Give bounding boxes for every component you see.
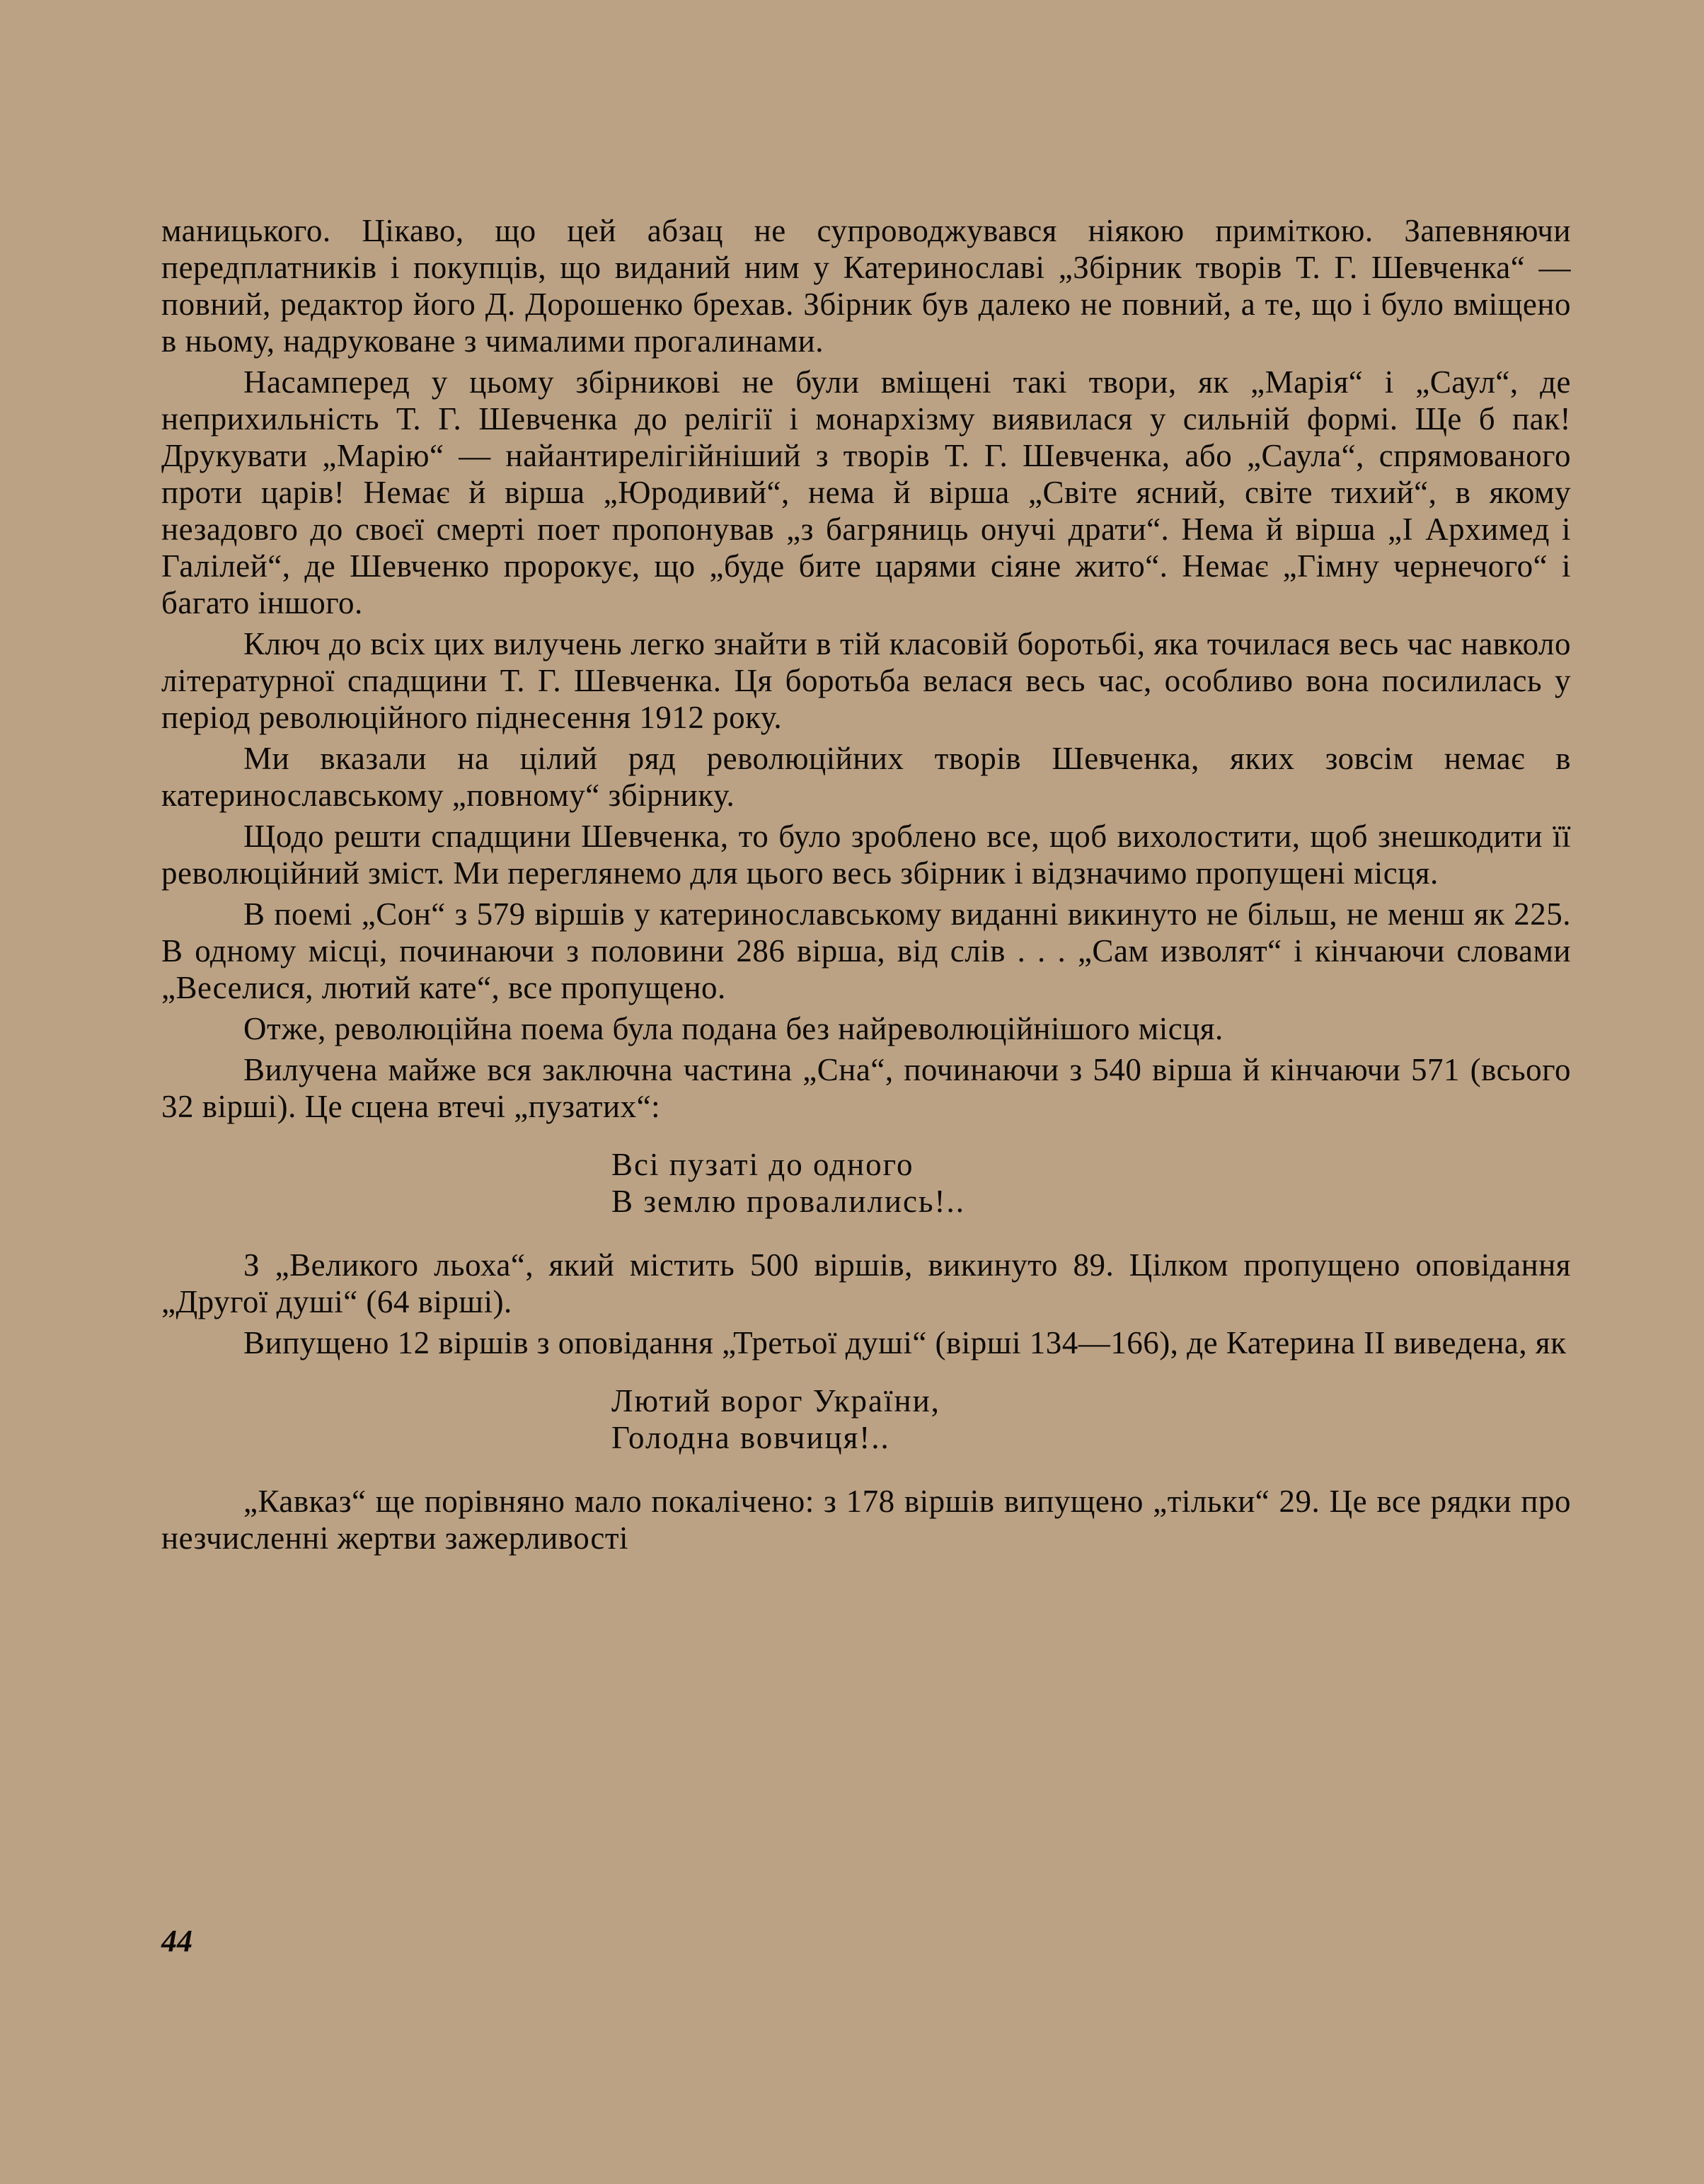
page-text-block (161, 212, 1571, 1561)
paragraph: „Кавказ“ ще порівняно мало покалічено: з 178 віршів випущено „тільки“ 29. Це все рядки про незчисленні жертви зажерливості (161, 1484, 1571, 1556)
paragraph: Вилучена майже вся заключна частина „Сна“, починаючи з 540 вірша й кінчаючи 571 (всього 32 вірші). Це сцена втечі „пузатих“: (161, 1052, 1571, 1124)
verse-line: В землю провалились!.. (611, 1184, 965, 1219)
paragraph: Отже, революційна поема була подана без найреволюційнішого місця. (243, 1011, 1224, 1046)
paragraph: Випущено 12 віршів з оповідання „Третьої душі“ (вірші 134—166), де Катерина II виведена, як (243, 1325, 1567, 1360)
paragraph: Ми вказали на цілий ряд революційних творів Шевченка, яких зовсім немає в катеринославському „повному“ збірнику. (161, 741, 1571, 813)
verse-line: Всі пузаті до одного (611, 1147, 914, 1182)
verse-quote (611, 1146, 1571, 1220)
paragraph: маницького. Цікаво, що цей абзац не супроводжувався ніякою приміткою. Запевняючи передплатників і покупців, що виданий ним у Катеринославі „Збірник творів Т. Г. Шевченка“ — повний, редактор його Д. Дорошенко брехав. Збірник був далеко не повний, а те, що і було вміщено в ньому, надруковане з чималими прогалинами. (161, 213, 1571, 359)
page-number: 44 (161, 1924, 192, 1958)
paragraph: Щодо решти спадщини Шевченка, то було зроблено все, щоб вихолостити, щоб знешкодити її революційний зміст. Ми переглянемо для цього весь збірник і відзначимо пропущені місця. (161, 819, 1571, 891)
paragraph: Ключ до всіх цих вилучень легко знайти в тій класовій боротьбі, яка точилася весь час навколо літературної спадщини Т. Г. Шевченка. Ця боротьба велася весь час, особливо вона посилилась у період революційного піднесення 1912 року. (161, 626, 1571, 735)
paragraph: Насамперед у цьому збірникові не були вміщені такі твори, як „Марія“ і „Саул“, де неприхильність Т. Г. Шевченка до релігії і монархізму виявилася у сильній формі. Ще б пак! Друкувати „Марію“ — найантирелігійніший з творів Т. Г. Шевченка, або „Саула“, спрямованого проти царів! Немає й вірша „Юродивий“, нема й вірша „Світе ясний, світе тихий“, в якому незадовго до своєї смерті поет пропонував „з багряниць онучі драти“. Нема й вірша „І Архимед і Галілей“, де Шевченко пророкує, що „буде бите царями сіяне жито“. Немає „Гімну чернечого“ і багато іншого. (161, 364, 1571, 620)
verse-line: Голодна вовчиця!.. (611, 1420, 890, 1455)
verse-quote (611, 1382, 1571, 1456)
paragraph: З „Великого льоха“, який містить 500 віршів, викинуто 89. Цілком пропущено оповідання „Другої душі“ (64 вірші). (161, 1247, 1571, 1319)
verse-line: Лютий ворог України, (611, 1383, 940, 1419)
paragraph: В поемі „Сон“ з 579 віршів у катеринославському виданні викинуто не більш, не менш як 225. В одному місці, починаючи з половини 286 вірша, від слів . . . „Сам изволят“ і кінчаючи словами „Веселися, лютий кате“, все пропущено. (161, 896, 1571, 1005)
